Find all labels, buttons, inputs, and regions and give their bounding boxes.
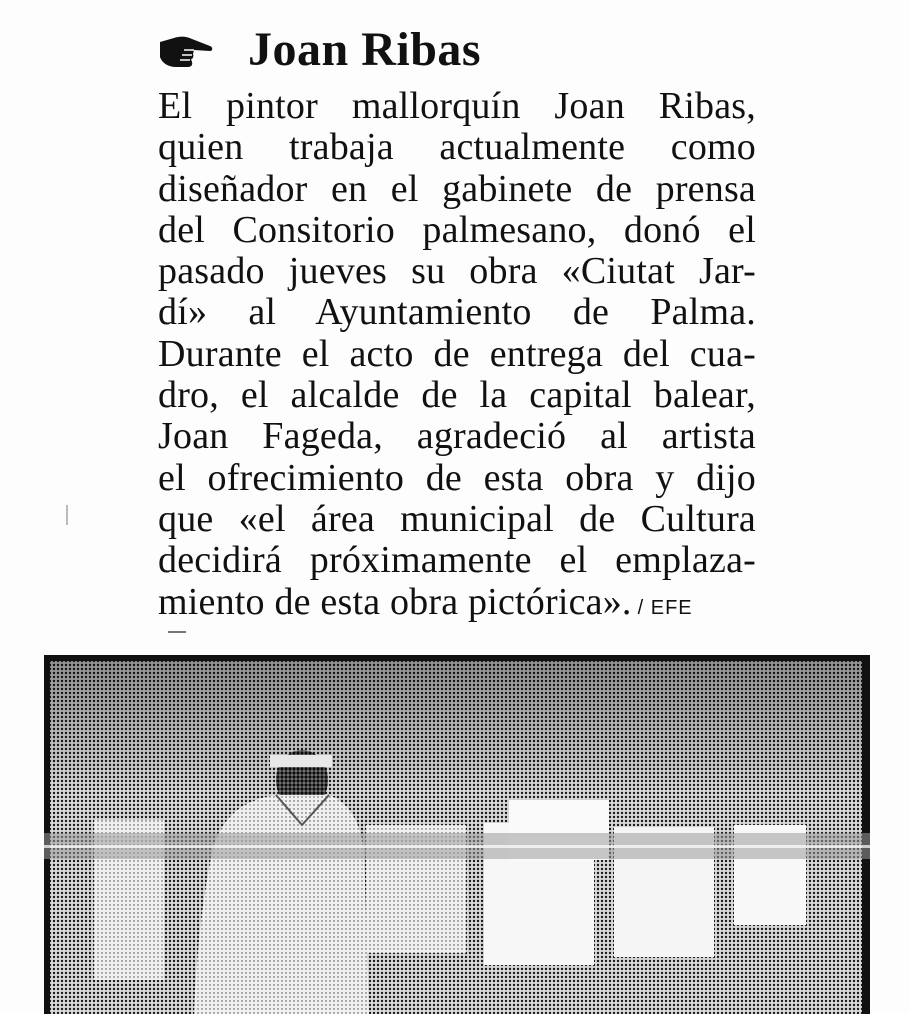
article-last-line bbox=[158, 582, 756, 623]
article-line: que «el área municipal de Cultura bbox=[158, 497, 756, 540]
article-line: decidirá próximamente el emplaza- bbox=[158, 539, 756, 582]
print-speck bbox=[66, 505, 68, 525]
article-line: pasado jueves su obra «Ciutat Jar- bbox=[158, 250, 756, 293]
article-line: miento de esta obra pictórica». bbox=[158, 580, 632, 623]
article-line: diseñador en el gabinete de prensa bbox=[158, 167, 756, 210]
article-title: Joan Ribas bbox=[248, 23, 482, 76]
article-line: quien trabaja actualmente como bbox=[158, 126, 756, 169]
article-line: del Consitorio palmesano, donó el bbox=[158, 208, 756, 251]
article-body bbox=[158, 86, 756, 623]
agency-credit: / EFE bbox=[637, 596, 693, 619]
news-photo bbox=[44, 655, 870, 1014]
print-speck bbox=[168, 631, 186, 633]
headline bbox=[158, 22, 758, 78]
article-line: dro, el alcalde de la capital balear, bbox=[158, 374, 756, 417]
pointing-hand-icon bbox=[158, 30, 214, 70]
article-line: Joan Fageda, agradeció al artista bbox=[158, 415, 756, 458]
article-line: El pintor mallorquín Joan Ribas, bbox=[158, 85, 756, 127]
article-line: Durante el acto de entrega del cua- bbox=[158, 332, 756, 375]
article-line: dí» al Ayuntamiento de Palma. bbox=[158, 291, 756, 334]
halftone-photo bbox=[44, 655, 870, 1014]
article-line: el ofrecimiento de esta obra y dijo bbox=[158, 456, 756, 499]
